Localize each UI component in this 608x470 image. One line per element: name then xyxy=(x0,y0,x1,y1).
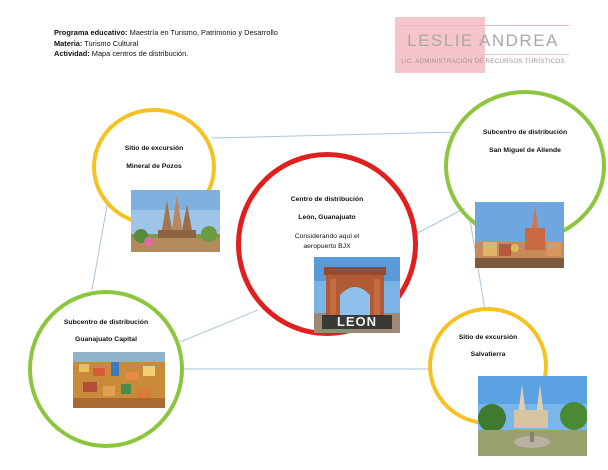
sanmiguel-name: San Miguel de Allende xyxy=(489,147,561,154)
leon-title: Centro de distribución xyxy=(290,196,364,203)
leon-note-1: Considerando aquí el xyxy=(294,233,360,240)
pozos-photo xyxy=(131,190,220,252)
logo-subtitle: LIC. ADMINISTRACIÓN DE RECURSOS TURÍSTICOS xyxy=(401,58,565,65)
leon-sign: LEON xyxy=(336,314,378,329)
guanajuato-title: Subcentro de distribución xyxy=(63,319,149,326)
logo-name: LESLIE ANDREA xyxy=(407,31,559,50)
connector-leon-sanmiguel xyxy=(412,208,465,236)
connector-leon-guanajuato xyxy=(180,310,258,342)
subject-line: Materia: Turismo Cultural xyxy=(54,38,139,48)
salvatierra-title: Sitio de excursión xyxy=(458,334,518,341)
sanmiguel-photo xyxy=(475,202,564,268)
guanajuato-name: Guanajuato Capital xyxy=(75,336,137,343)
leon-arch-photo xyxy=(314,257,400,333)
connector-pozos-sanmiguel xyxy=(212,132,458,138)
sanmiguel-title: Subcentro de distribución xyxy=(482,129,568,136)
leon-note-2: aeropuerto BJX xyxy=(303,243,351,250)
activity-line: Actividad: Mapa centros de distribución. xyxy=(54,49,189,59)
pozos-name: Mineral de Pozos xyxy=(126,163,182,170)
guanajuato-photo xyxy=(73,352,165,408)
program-line: Programa educativo: Maestría en Turismo, Patrimonio y Desarrollo xyxy=(54,28,278,37)
connector-pozos-guanajuato xyxy=(92,200,108,290)
leon-name: León, Guanajuato xyxy=(298,214,356,221)
salvatierra-name: Salvatierra xyxy=(470,351,506,358)
salvatierra-photo xyxy=(478,376,587,456)
pozos-title: Sitio de excursión xyxy=(124,145,184,152)
